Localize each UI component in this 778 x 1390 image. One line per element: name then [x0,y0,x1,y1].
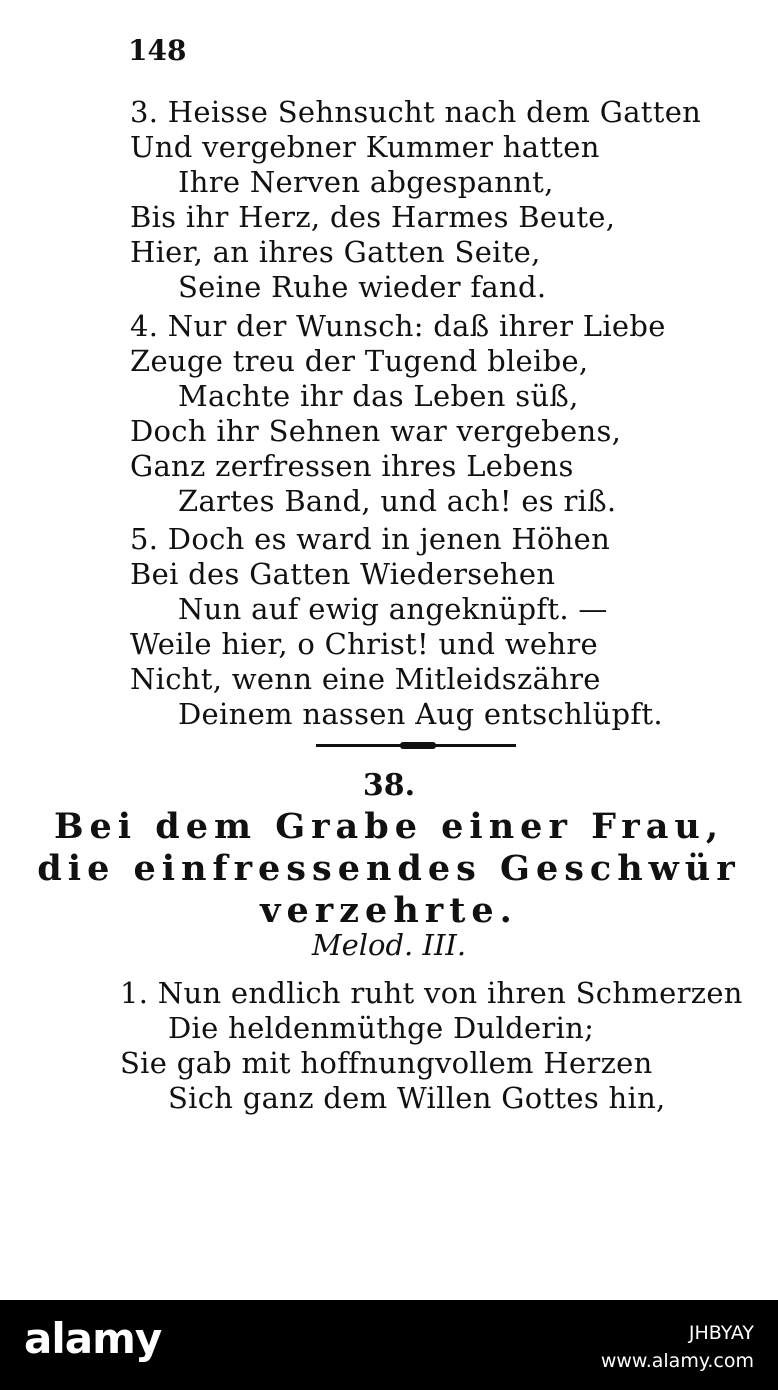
song-number: 38. [362,768,416,803]
poem-line: Zeuge treu der Tugend bleibe, [130,344,589,378]
poem-line: 5. Doch es ward in jenen Höhen [130,522,611,556]
poem-line: Deinem nassen Aug entschlüpft. [178,697,663,731]
divider-ornament [400,742,436,749]
poem-line: Machte ihr das Leben süß, [178,379,579,413]
poem-line: 1. Nun endlich ruht von ihren Schmerzen [120,976,743,1010]
poem-line: Nicht, wenn eine Mitleidszähre [130,662,601,696]
song-title-line: die einfressendes Geschwür [37,848,741,889]
poem-line: 4. Nur der Wunsch: daß ihrer Liebe [130,309,666,343]
poem-line: Ganz zerfressen ihres Lebens [130,449,574,483]
poem-line: Weile hier, o Christ! und wehre [130,627,598,661]
poem-line: Hier, an ihres Gatten Seite, [130,235,541,269]
page-number: 148 [128,34,187,67]
poem-line: Bis ihr Herz, des Harmes Beute, [130,200,616,234]
image-id: JHBYAY [688,1322,754,1344]
poem-line: 3. Heisse Sehnsucht nach dem Gatten [130,95,702,129]
poem-line: Und vergebner Kummer hatten [130,130,600,164]
poem-line: Doch ihr Sehnen war vergebens, [130,414,622,448]
poem-line: Ihre Nerven abgespannt, [178,165,554,199]
song-title-line: Bei dem Grabe einer Frau, [53,806,725,847]
alamy-logo: alamy [24,1314,162,1363]
poem-line: Seine Ruhe wieder fand. [178,270,547,304]
poem-line: Sie gab mit hoffnungvollem Herzen [120,1046,653,1080]
melody-reference: Melod. III. [311,928,467,962]
website-url: www.alamy.com [600,1350,754,1372]
poem-line: Nun auf ewig angeknüpft. — [178,592,608,626]
song-title-line: verzehrte. [260,890,518,931]
poem-line: Bei des Gatten Wiedersehen [130,557,556,591]
poem-line: Zartes Band, und ach! es riß. [178,484,617,518]
poem-line: Die heldenmüthge Dulderin; [168,1011,595,1045]
poem-line: Sich ganz dem Willen Gottes hin, [168,1081,666,1115]
